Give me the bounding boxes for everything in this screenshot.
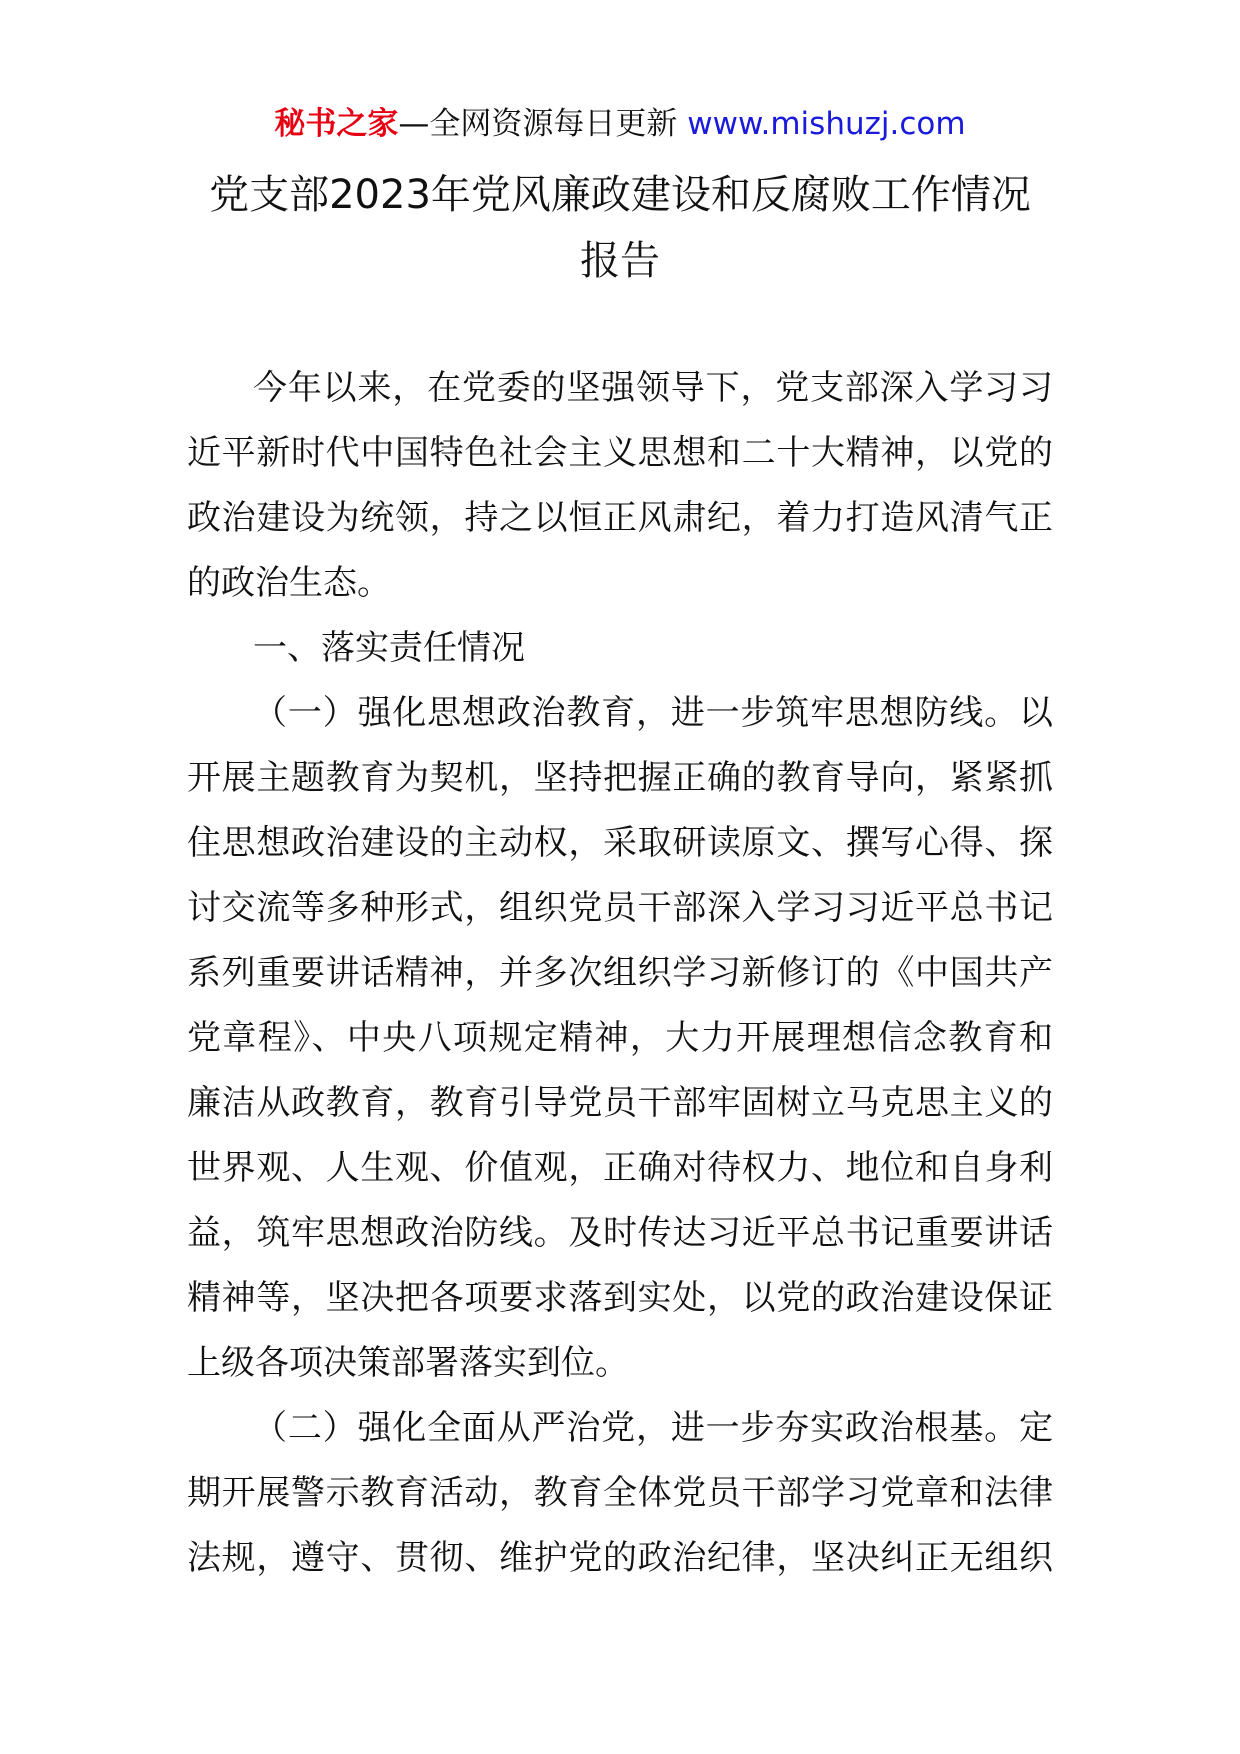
- text-line: 开展主题教育为契机，坚持把握正确的教育导向，紧紧抓: [187, 758, 1053, 798]
- watermark-url[interactable]: www.mishuzj.com: [687, 106, 966, 142]
- title-line: 党支部2023年党风廉政建设和反腐败工作情况: [209, 172, 1031, 218]
- text-line: 住思想政治建设的主动权，采取研读原文、撰写心得、探: [187, 823, 1053, 863]
- section-heading: [187, 616, 1053, 681]
- text-line: 系列重要讲话精神，并多次组织学习新修订的《中国共产: [187, 953, 1053, 993]
- text-line: （二）强化全面从严治党，进一步夯实政治根基。定: [253, 1408, 1053, 1448]
- text-line: 期开展警示教育活动，教育全体党员干部学习党章和法律: [187, 1473, 1053, 1513]
- document-title: [150, 162, 1090, 294]
- text-line: 世界观、人生观、价值观，正确对待权力、地位和自身利: [187, 1148, 1053, 1188]
- watermark-slogan: —全网资源每日更新: [398, 106, 688, 142]
- text-line: 近平新时代中国特色社会主义思想和二十大精神，以党的: [187, 433, 1053, 473]
- paragraph-section-1: [187, 681, 1053, 1396]
- text-line: 政治建设为统领，持之以恒正风肃纪，着力打造风清气正: [187, 498, 1053, 538]
- text-line: 党章程》、中央八项规定精神，大力开展理想信念教育和: [187, 1018, 1053, 1058]
- text-line: 益，筑牢思想政治防线。及时传达习近平总书记重要讲话: [187, 1213, 1053, 1253]
- text-line: 上级各项决策部署落实到位。: [187, 1343, 629, 1383]
- text-line: （一）强化思想政治教育，进一步筑牢思想防线。以: [253, 693, 1053, 733]
- text-line: 今年以来，在党委的坚强领导下，党支部深入学习习: [253, 368, 1053, 408]
- text-line: 法规，遵守、贯彻、维护党的政治纪律，坚决纠正无组织: [187, 1538, 1053, 1578]
- document-body: [187, 356, 1053, 1591]
- heading-text: 一、落实责任情况: [253, 628, 525, 668]
- watermark-brand: 秘书之家: [274, 106, 399, 142]
- text-line: 精神等，坚决把各项要求落到实处，以党的政治建设保证: [187, 1278, 1053, 1318]
- site-watermark: [0, 102, 1240, 146]
- paragraph-section-2: [187, 1396, 1053, 1591]
- text-line: 廉洁从政教育，教育引导党员干部牢固树立马克思主义的: [187, 1083, 1053, 1123]
- text-line: 讨交流等多种形式，组织党员干部深入学习习近平总书记: [187, 888, 1053, 928]
- paragraph-intro: [187, 356, 1053, 616]
- title-line: 报告: [580, 238, 660, 284]
- text-line: 的政治生态。: [187, 563, 391, 603]
